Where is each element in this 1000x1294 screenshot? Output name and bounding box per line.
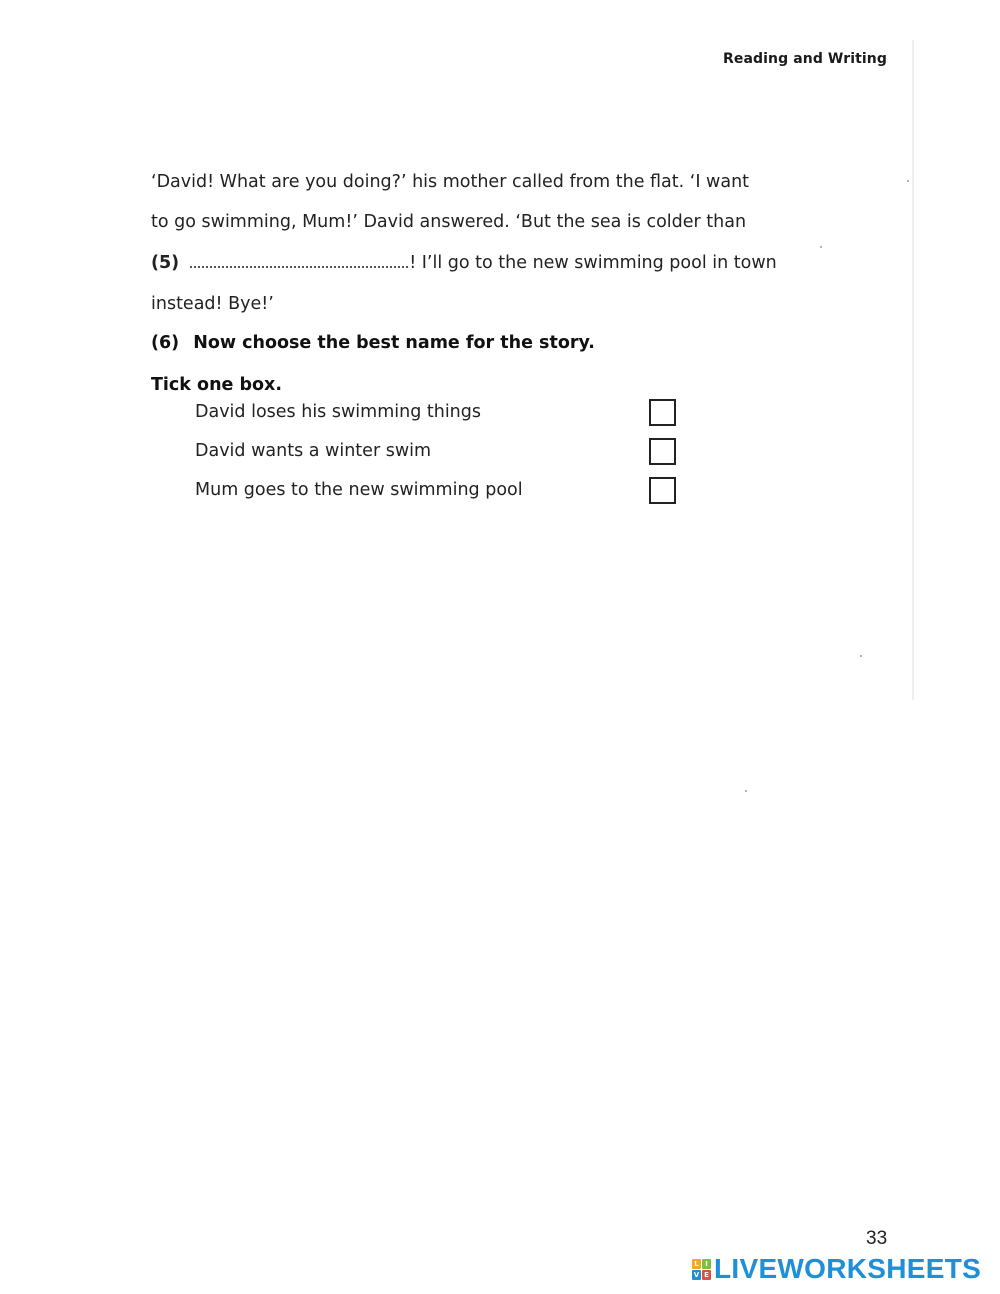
story-line-3-text: ! I’ll go to the new swimming pool in town — [409, 253, 777, 273]
option-row — [195, 477, 685, 507]
live-blocks-icon — [692, 1259, 711, 1280]
logo-letter: V — [693, 1270, 700, 1279]
story-line-1: ‘David! What are you doing?’ his mother called from the flat. ‘I want — [151, 172, 750, 192]
question-number-5: (5) — [151, 253, 180, 273]
tick-instruction: Tick one box. — [151, 375, 282, 395]
page-number: 33 — [866, 1228, 888, 1249]
brand-name: LIVEWORKSHEETS — [714, 1253, 982, 1284]
logo-letter: I — [702, 1259, 711, 1269]
tick-checkbox[interactable] — [649, 477, 676, 504]
section-header: Reading and Writing — [723, 51, 887, 67]
tick-checkbox[interactable] — [649, 399, 676, 426]
option-label: Mum goes to the new swimming pool — [195, 480, 523, 500]
story-line-4: instead! Bye!’ — [151, 294, 274, 314]
option-label: David wants a winter swim — [195, 441, 432, 461]
option-row — [195, 438, 685, 468]
option-label: David loses his swimming things — [195, 402, 481, 422]
question-6-text: Now choose the best name for the story. — [193, 333, 595, 353]
tick-checkbox[interactable] — [649, 438, 676, 465]
logo-letter: L — [692, 1259, 701, 1269]
logo-letter: E — [702, 1270, 711, 1280]
scan-speck — [745, 790, 747, 792]
option-row — [195, 399, 685, 429]
question-6-title — [151, 333, 595, 353]
story-line-2: to go swimming, Mum!’ David answered. ‘But the sea is colder than — [151, 212, 747, 232]
page-edge — [912, 40, 914, 700]
answer-blank-5[interactable] — [190, 252, 408, 268]
scan-speck — [860, 655, 862, 657]
story-line-3 — [151, 252, 777, 273]
scan-speck — [820, 246, 822, 248]
question-number-6: (6) — [151, 333, 180, 353]
liveworksheets-logo — [692, 1254, 981, 1284]
scan-speck — [907, 180, 909, 182]
